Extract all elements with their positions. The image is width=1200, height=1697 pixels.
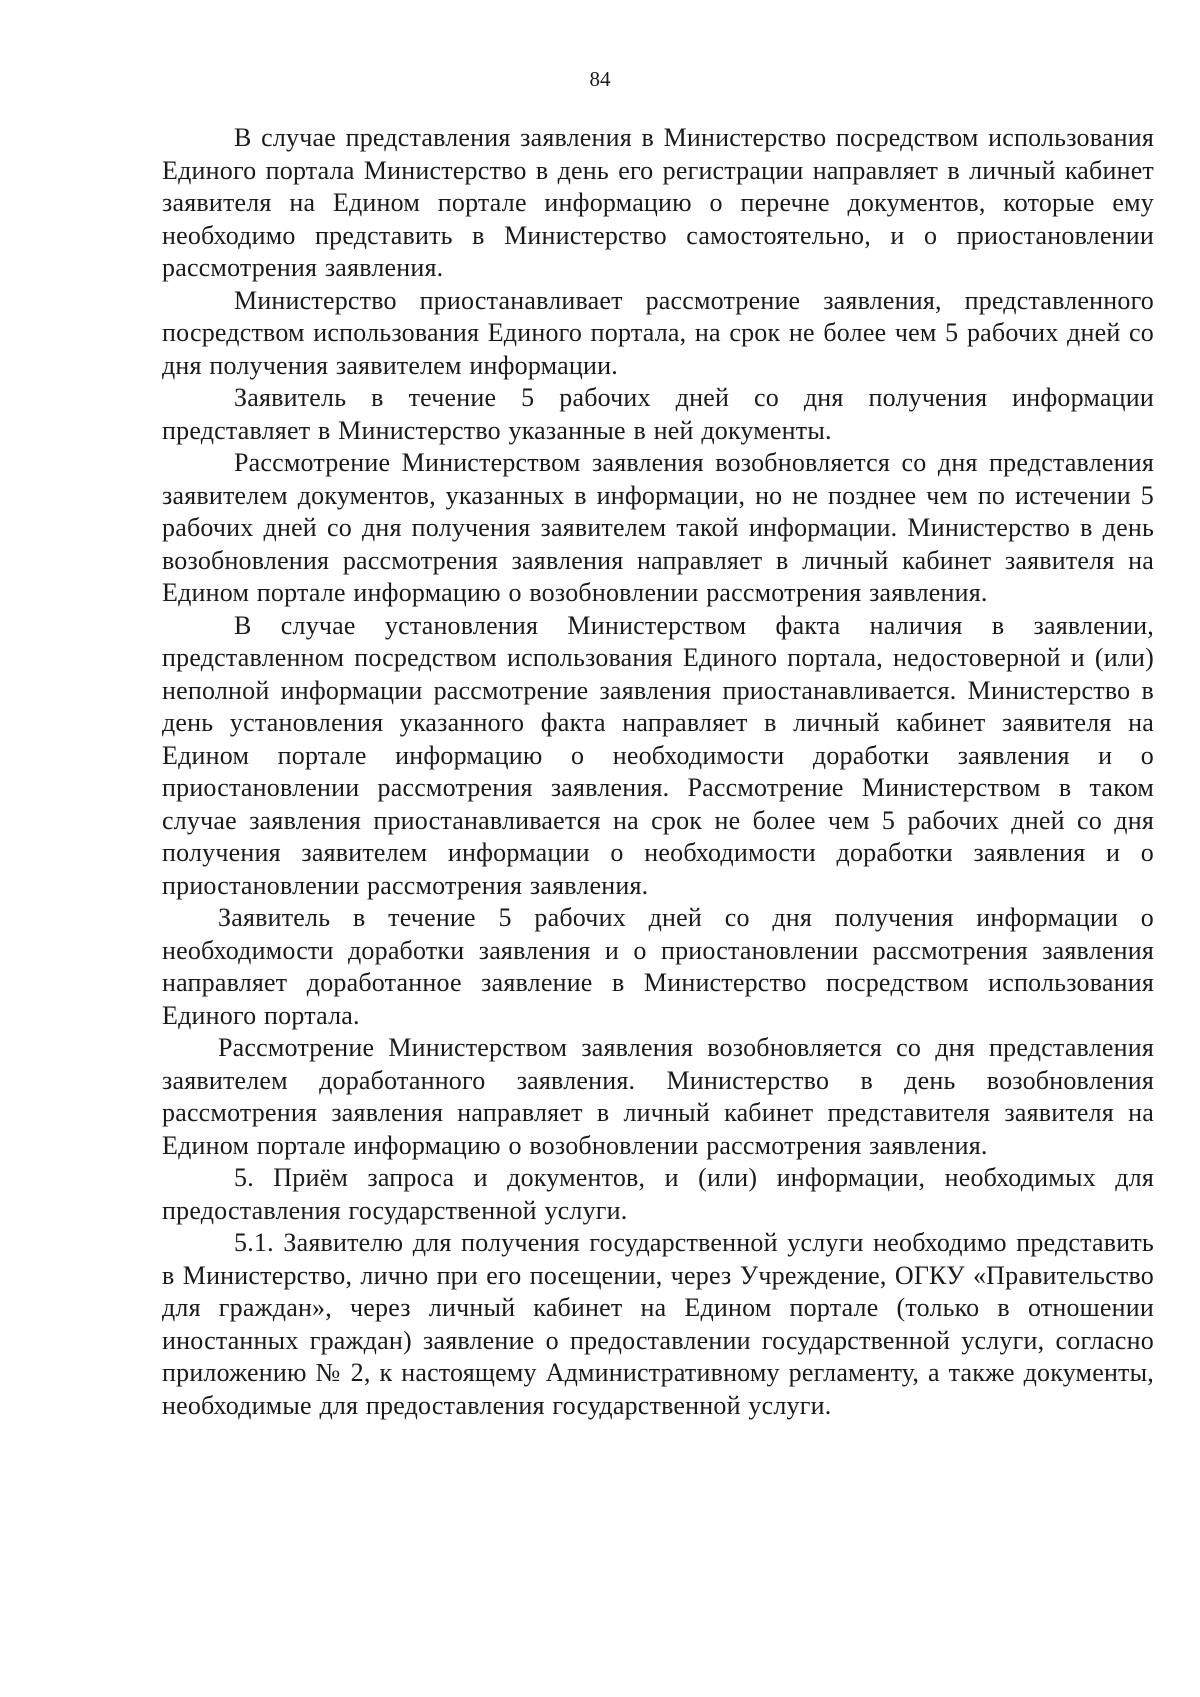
- page-number: 84: [589, 67, 611, 91]
- paragraph-resumption-revised: Рассмотрение Министерством заявления возобновляется со дня представления заявителем доработанного заявления. Министерство в день возобновления рассмотрения заявления направляет в личный кабинет представителя заявителя на Едином портале информацию о возобновлении рассмотрения заявления.: [162, 1033, 1154, 1160]
- section-heading-5: 5. Приём запроса и документов, и (или) информации, необходимых для предоставления государственной услуги.: [162, 1163, 1154, 1225]
- paragraph-portal-registration: В случае представления заявления в Министерство посредством использования Единого портала Министерство в день его регистрации направляет в личный кабинет заявителя на Едином портале информацию о перечне документов, которые ему необходимо представить в Министерство самостоятельно, и о приостановлении рассмотрения заявления.: [162, 123, 1154, 282]
- paragraph-revised-application: Заявитель в течение 5 рабочих дней со дня получения информации о необходимости доработки заявления и о приостановлении рассмотрения заявления направляет доработанное заявление в Министерство посредством использования Единого портала.: [162, 903, 1154, 1030]
- document-body: [162, 122, 1154, 1422]
- paragraph-resumption: Рассмотрение Министерством заявления возобновляется со дня представления заявителем документов, указанных в информации, но не позднее чем по истечении 5 рабочих дней со дня получения заявителем такой информации. Министерство в день возобновления рассмотрения заявления направляет в личный кабинет заявителя на Едином портале информацию о возобновлении рассмотрения заявления.: [162, 448, 1154, 607]
- paragraph-5-1: 5.1. Заявителю для получения государственной услуги необходимо представить в Министерство, лично при его посещении, через Учреждение, ОГКУ «Правительство для граждан», через личный кабинет на Едином портале (только в отношении иностанных граждан) заявление о предоставлении государственной услуги, согласно приложению № 2, к настоящему Административному регламенту, а также документы, необходимые для предоставления государственной услуги.: [162, 1228, 1154, 1420]
- paragraph-incomplete-information: В случае установления Министерством факта наличия в заявлении, представленном посредством использования Единого портала, недостоверной и (или) неполной информации рассмотрение заявления приостанавливается. Министерство в день установления указанного факта направляет в личный кабинет заявителя на Едином портале информацию о необходимости доработки заявления и о приостановлении рассмотрения заявления. Рассмотрение Министерством в таком случае заявления приостанавливается на срок не более чем 5 рабочих дней со дня получения заявителем информации о необходимости доработки заявления и о приостановлении рассмотрения заявления.: [162, 610, 1154, 900]
- paragraph-applicant-documents: Заявитель в течение 5 рабочих дней со дня получения информации представляет в Министерство указанные в ней документы.: [162, 383, 1154, 445]
- paragraph-suspension-term: Министерство приостанавливает рассмотрение заявления, представленного посредством использования Единого портала, на срок не более чем 5 рабочих дней со дня получения заявителем информации.: [162, 285, 1154, 380]
